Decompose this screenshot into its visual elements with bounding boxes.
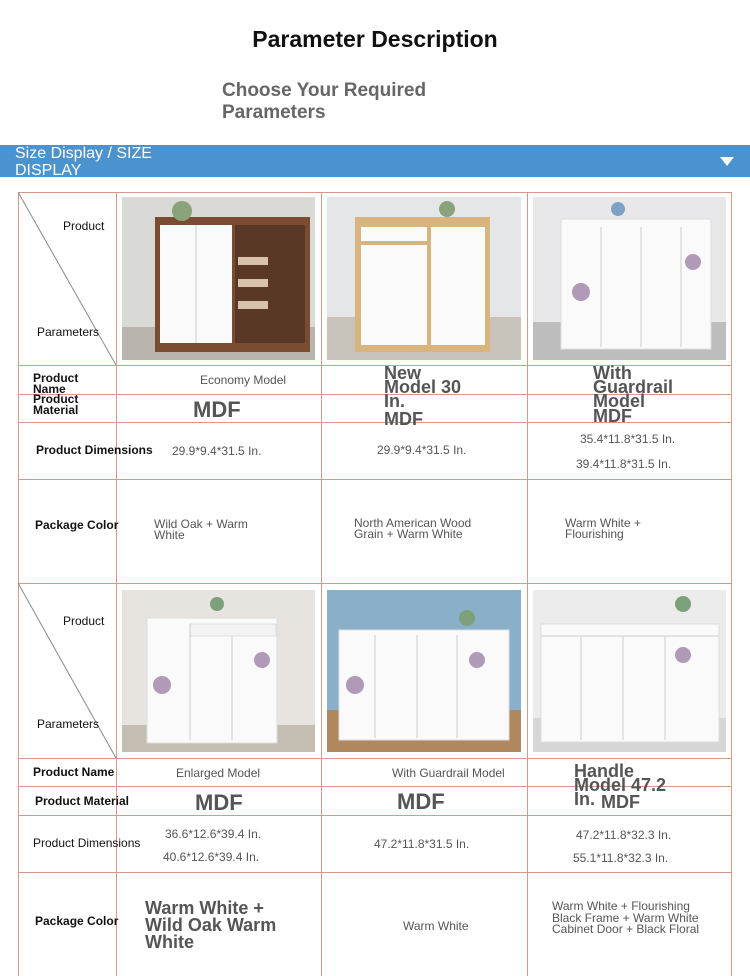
package-color-value: Warm White + Flourishing xyxy=(565,516,641,541)
package-color-value: Warm White xyxy=(403,919,469,933)
product-name-value: New Model 30 In. xyxy=(384,363,462,411)
product-material-label: Product Material xyxy=(35,794,130,808)
product-material-value: MDF xyxy=(593,406,632,426)
product-name-value: Enlarged Model xyxy=(176,766,261,780)
product-dimensions-value: 39.4*11.8*31.5 In. xyxy=(576,457,672,471)
product-photo xyxy=(533,590,726,752)
product-photo xyxy=(327,590,521,752)
package-color-label: Package Color xyxy=(35,914,119,928)
product-material-value: MDF xyxy=(601,792,640,812)
product-material-value: MDF xyxy=(397,789,445,814)
product-header-label: Product xyxy=(63,614,105,628)
product-name-label: Product Name xyxy=(33,371,79,396)
product-dimensions-value: 47.2*11.8*31.5 In. xyxy=(374,837,470,851)
product-name-label: Product Name xyxy=(33,765,115,779)
package-color-value: Warm White + Flourishing Black Frame + Warm White Cabinet Door + Black Floral xyxy=(552,899,700,936)
product-dimensions-value: 40.6*12.6*39.4 In. xyxy=(163,850,260,864)
product-name-value: With Guardrail Model xyxy=(392,766,505,780)
product-name-value: Economy Model xyxy=(200,373,287,387)
product-dimensions-value: 29.9*9.4*31.5 In. xyxy=(377,443,467,457)
product-material-value: MDF xyxy=(195,790,243,815)
product-material-label: Product Material xyxy=(33,392,79,417)
product-dimensions-value: 55.1*11.8*32.3 In. xyxy=(573,851,669,865)
product-photo xyxy=(327,197,521,360)
page-subtitle: Choose Your Required Parameters xyxy=(222,80,427,123)
page-title: Parameter Description xyxy=(252,26,498,52)
product-material-value: MDF xyxy=(384,409,423,429)
section-bar-label: Size Display / SIZE DISPLAY xyxy=(15,145,152,179)
package-color-value: Wild Oak + Warm White xyxy=(154,517,248,542)
product-material-value: MDF xyxy=(193,397,241,422)
product-dimensions-label: Product Dimensions xyxy=(36,443,153,457)
product-photo xyxy=(122,197,315,360)
package-color-value: North American Wood Grain + Warm White xyxy=(354,516,472,541)
product-dimensions-value: 36.6*12.6*39.4 In. xyxy=(165,827,262,841)
package-color-label: Package Color xyxy=(35,518,119,532)
package-color-value: Warm White + Wild Oak Warm White xyxy=(145,898,277,952)
product-header-label: Product xyxy=(63,219,105,233)
product-dimensions-label: Product Dimensions xyxy=(33,836,141,850)
header-diagonal xyxy=(18,583,116,758)
product-name-value: Handle Model 47.2 In. xyxy=(574,761,667,809)
product-dimensions-value: 29.9*9.4*31.5 In. xyxy=(172,444,262,458)
product-name-value: With Guardrail Model xyxy=(593,363,674,411)
product-dimensions-value: 35.4*11.8*31.5 In. xyxy=(580,432,676,446)
parameters-header-label: Parameters xyxy=(37,325,100,339)
product-dimensions-value: 47.2*11.8*32.3 In. xyxy=(576,828,672,842)
product-photo xyxy=(122,590,315,752)
product-photo xyxy=(533,197,726,360)
header-diagonal xyxy=(18,192,116,365)
parameters-header-label: Parameters xyxy=(37,717,100,731)
